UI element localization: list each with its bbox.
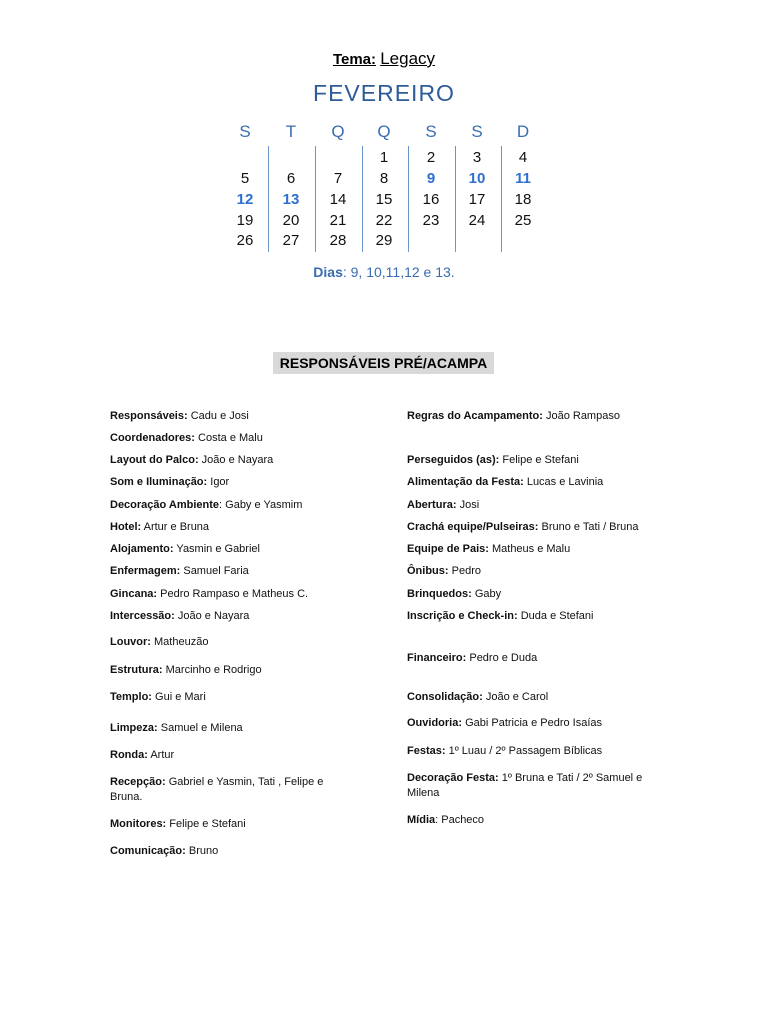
calendar-day: 13 <box>282 191 300 208</box>
list-item: Abertura: Josi <box>407 499 480 511</box>
list-item: Equipe de Pais: Matheus e Malu <box>407 543 571 555</box>
calendar-day: 7 <box>333 170 343 187</box>
days-value: : 9, 10,11,12 e 13. <box>342 264 455 280</box>
calendar-day: 25 <box>514 212 532 229</box>
list-item: Som e Iluminação: Igor <box>110 476 230 488</box>
calendar-day: 9 <box>426 170 436 187</box>
calendar-day: 8 <box>379 170 389 187</box>
list-item: Ônibus: Pedro <box>407 565 481 577</box>
calendar-separator <box>315 146 316 252</box>
list-item: Hotel: Artur e Bruna <box>110 521 210 533</box>
calendar-weekday: S <box>425 122 437 141</box>
list-item: Mídia: Pacheco <box>407 814 485 826</box>
list-item: Festas: 1º Luau / 2º Passagem Bíblicas <box>407 745 603 757</box>
calendar-day: 27 <box>282 232 300 249</box>
calendar-day: 15 <box>375 191 393 208</box>
calendar-separator <box>408 146 409 252</box>
calendar-day: 3 <box>472 149 482 166</box>
calendar-day: 20 <box>282 212 300 229</box>
theme-label: Tema: <box>332 51 377 68</box>
list-item: Limpeza: Samuel e Milena <box>110 722 243 734</box>
calendar-day: 26 <box>236 232 254 249</box>
calendar-day: 10 <box>468 170 486 187</box>
list-item: Decoração Ambiente: Gaby e Yasmim <box>110 499 303 511</box>
section-title: RESPONSÁVEIS PRÉ/ACAMPA <box>273 352 494 374</box>
calendar-separator <box>501 146 502 252</box>
theme-value: Legacy <box>380 49 436 68</box>
list-item: Ronda: Artur <box>110 749 175 761</box>
calendar-day: 14 <box>329 191 347 208</box>
calendar-weekday: S <box>239 122 251 141</box>
list-item: Crachá equipe/Pulseiras: Bruno e Tati / Bruna <box>407 521 639 533</box>
list-item: Responsáveis: Cadu e Josi <box>110 410 249 422</box>
theme-line <box>0 49 768 69</box>
calendar-separator <box>362 146 363 252</box>
calendar-day: 24 <box>468 212 486 229</box>
list-item: Financeiro: Pedro e Duda <box>407 652 538 664</box>
calendar-weekday: Q <box>377 122 391 141</box>
calendar-day: 6 <box>286 170 296 187</box>
calendar-weekday: T <box>285 122 297 141</box>
list-item: Brinquedos: Gaby <box>407 588 502 600</box>
list-item: Perseguidos (as): Felipe e Stefani <box>407 454 579 466</box>
list-item: Comunicação: Bruno <box>110 845 219 857</box>
list-item: Decoração Festa: 1º Bruna e Tati / 2º Samuel e Milena <box>407 772 643 799</box>
calendar-day: 28 <box>329 232 347 249</box>
calendar-day: 16 <box>422 191 440 208</box>
list-item: Alojamento: Yasmin e Gabriel <box>110 543 260 555</box>
calendar-day: 17 <box>468 191 486 208</box>
calendar-day: 1 <box>379 149 389 166</box>
list-item: Alimentação da Festa: Lucas e Lavinia <box>407 476 604 488</box>
calendar-day: 18 <box>514 191 532 208</box>
month-title: FEVEREIRO <box>313 80 455 106</box>
calendar-day: 19 <box>236 212 254 229</box>
list-item: Monitores: Felipe e Stefani <box>110 818 246 830</box>
days-label: Dias <box>313 264 343 280</box>
list-item: Regras do Acampamento: João Rampaso <box>407 410 620 422</box>
calendar-day: 4 <box>518 149 528 166</box>
list-item: Gincana: Pedro Rampaso e Matheus C. <box>110 588 309 600</box>
list-item: Recepção: Gabriel e Yasmin, Tati , Felipe e Bruna. <box>110 776 324 803</box>
list-item: Coordenadores: Costa e Malu <box>110 432 263 444</box>
list-item: Estrutura: Marcinho e Rodrigo <box>110 664 262 676</box>
list-item: Layout do Palco: João e Nayara <box>110 454 274 466</box>
days-line <box>0 264 768 280</box>
calendar-weekday: D <box>516 122 530 141</box>
calendar-separator <box>455 146 456 252</box>
list-item: Ouvidoria: Gabi Patricia e Pedro Isaías <box>407 717 603 729</box>
calendar-day: 12 <box>236 191 254 208</box>
calendar-weekday: Q <box>331 122 345 141</box>
calendar-weekday: S <box>471 122 483 141</box>
list-item: Enfermagem: Samuel Faria <box>110 565 249 577</box>
list-item: Inscrição e Check-in: Duda e Stefani <box>407 610 594 622</box>
list-item: Louvor: Matheuzão <box>110 636 209 648</box>
calendar-day: 29 <box>375 232 393 249</box>
list-item: Consolidação: João e Carol <box>407 691 549 703</box>
calendar-separator <box>268 146 269 252</box>
calendar-day: 22 <box>375 212 393 229</box>
calendar-day: 21 <box>329 212 347 229</box>
calendar-day: 2 <box>426 149 436 166</box>
list-item: Templo: Gui e Mari <box>110 691 206 703</box>
calendar-day: 11 <box>515 170 531 187</box>
list-item: Intercessão: João e Nayara <box>110 610 250 622</box>
calendar-day: 5 <box>240 170 250 187</box>
calendar-day: 23 <box>422 212 440 229</box>
